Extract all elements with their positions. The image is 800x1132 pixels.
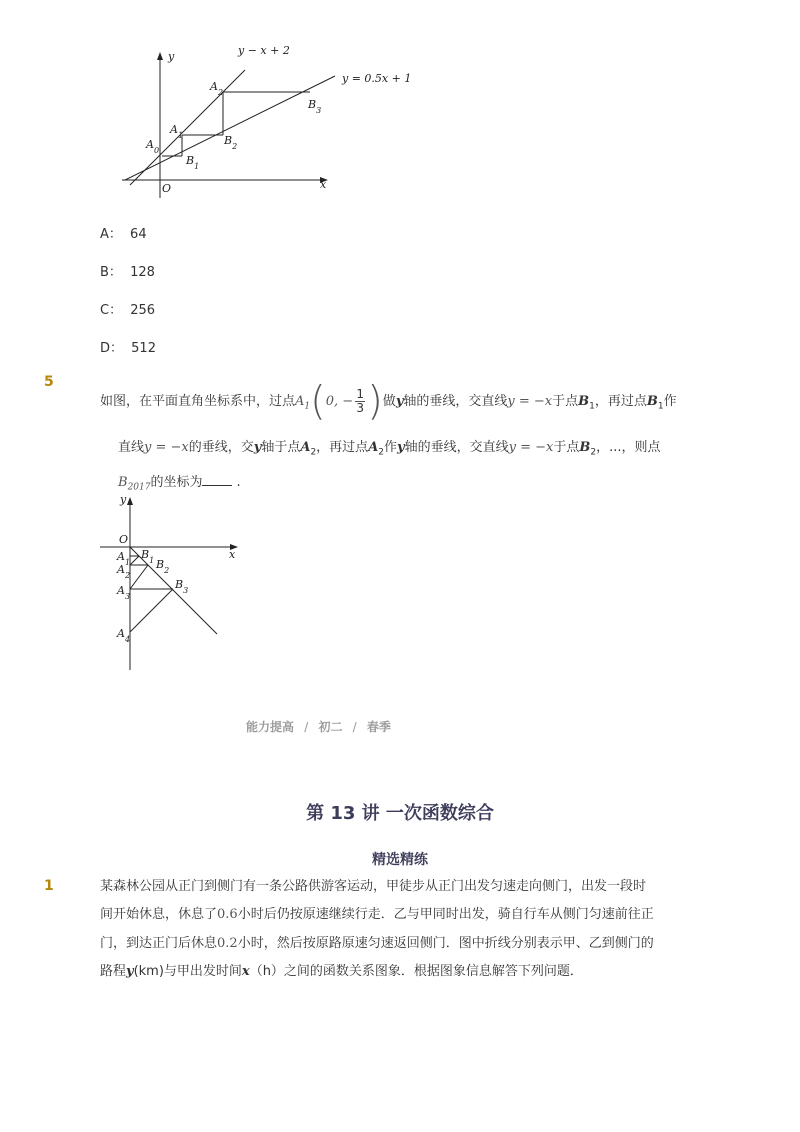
breadcrumb-item-2: 初二	[318, 720, 343, 734]
figure-1-graph	[110, 40, 420, 200]
option-a[interactable]	[100, 223, 147, 242]
question-1-line-1: 某森林公园从正门到侧门有一条公路供游客运动，甲徒步从正门出发匀速走向侧门，出发一段时	[100, 879, 647, 894]
figure-2-graph	[95, 490, 255, 675]
segment-b3-a4	[130, 589, 173, 632]
option-d-letter: D：	[100, 341, 124, 356]
y-axis-label: y	[168, 50, 175, 63]
question-1-number: 1	[44, 878, 54, 894]
label-a2: $A_2$	[210, 80, 224, 97]
origin-label: O	[162, 182, 172, 195]
y-arrow	[157, 52, 163, 60]
option-a-value: 64	[130, 227, 147, 242]
label-b3: $B_3$	[175, 578, 189, 595]
segment-b1-a2	[130, 556, 139, 565]
option-d-value: 512	[131, 341, 156, 356]
option-b[interactable]	[100, 261, 155, 280]
question-5-line-2: 直线y = −x的垂线，交y轴于点$A_2$，再过点$A_2$作y轴的垂线，交直线y = −x于点$B_2$，...，则点	[118, 440, 661, 458]
option-b-letter: B：	[100, 265, 122, 280]
answer-blank[interactable]	[202, 471, 232, 486]
label-b3: $B_3$	[308, 98, 322, 115]
label-a1: $A_1$	[170, 123, 184, 140]
question-5-line-3: $B_{2017}$的坐标为 .	[118, 471, 241, 498]
label-b1: $B_1$	[141, 548, 155, 565]
label-a0: $A_0$	[146, 138, 160, 155]
segment-b2-a3	[130, 565, 148, 589]
y-arrow	[127, 497, 133, 505]
label-a2: $A_2$	[117, 563, 131, 580]
breadcrumb	[246, 718, 391, 735]
x-axis-label: x	[320, 178, 327, 191]
label-b2: $B_2$	[156, 558, 170, 575]
question-1-line-4: 路程y(km)与甲出发时间x（h）之间的函数关系图象．根据图象信息解答下列问题．	[100, 964, 583, 979]
option-c-letter: C：	[100, 303, 123, 318]
option-c[interactable]	[100, 299, 155, 318]
lecture-title: 第 13 讲 一次函数综合	[306, 803, 494, 824]
question-5-line-1: 如图，在平面直角坐标系中，过点$A_1(0$, − $\frac{1}{3}$ )做y轴的垂线，交直线y = −x于点$B_1$，再过点$B_1$作	[100, 378, 677, 425]
option-b-value: 128	[130, 265, 155, 280]
breadcrumb-separator: /	[304, 720, 309, 734]
line-y-x-plus-2	[130, 70, 245, 185]
label-a1: $A_1$	[117, 550, 131, 567]
option-c-value: 256	[130, 303, 156, 318]
label-b2: $B_2$	[224, 134, 238, 151]
breadcrumb-item-3: 春季	[366, 720, 391, 734]
breadcrumb-item-1: 能力提高	[246, 720, 295, 734]
x-axis-label: x	[229, 548, 236, 561]
label-a3: $A_3$	[117, 584, 131, 601]
label-a4: $A_4$	[117, 627, 131, 644]
question-1-line-3: 门，到达正门后休息0.2小时，然后按原路原速匀速返回侧门．图中折线分别表示甲、乙到侧门的	[100, 936, 654, 951]
y-axis-label: y	[120, 493, 127, 506]
question-1-line-2: 间开始休息，休息了0.6小时后仍按原速继续行走．乙与甲同时出发，骑自行车从侧门匀速前往正	[100, 907, 654, 922]
breadcrumb-separator: /	[352, 720, 357, 734]
label-b1: $B_1$	[186, 154, 200, 171]
origin-label: O	[119, 533, 129, 546]
option-a-letter: A：	[100, 227, 122, 242]
question-5-number: 5	[44, 374, 54, 390]
line1-label: y − x + 2	[238, 44, 290, 57]
line2-label: y = 0.5x + 1	[342, 72, 412, 85]
section-subtitle: 精选精练	[372, 852, 428, 868]
option-d[interactable]	[100, 337, 156, 356]
